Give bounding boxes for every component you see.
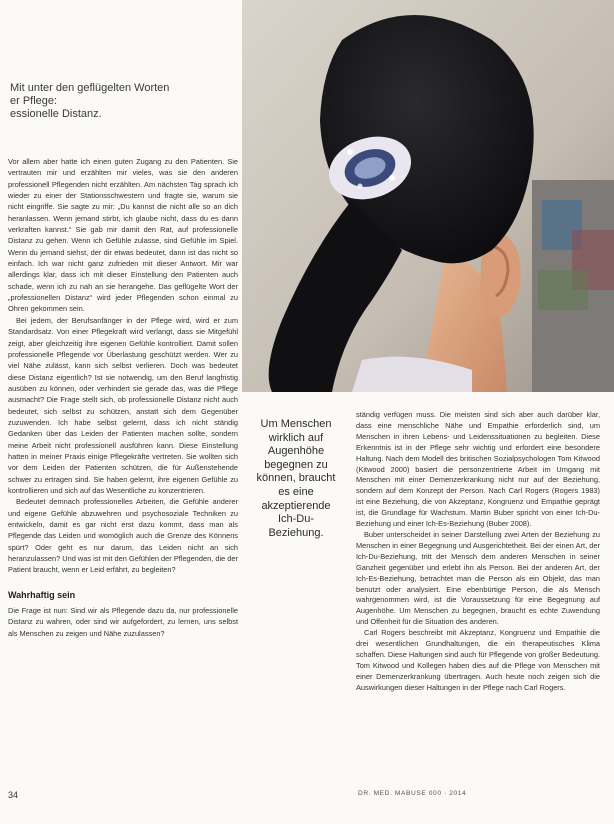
- intro-line: Mit unter den geflügelten Worten: [10, 82, 170, 94]
- section-subheading: Wahrhaftig sein: [8, 589, 76, 600]
- pull-quote-line: Ich-Du-: [277, 513, 315, 526]
- pull-quote-line: akzeptierende: [261, 499, 331, 512]
- pull-quote-line: Um Menschen: [260, 418, 332, 430]
- article-right-column: [356, 410, 600, 694]
- pull-quote-line: begegnen zu: [264, 458, 328, 471]
- intro-line: essionelle Distanz.: [10, 108, 102, 120]
- intro-heading: [10, 82, 230, 121]
- article-left-column: [8, 156, 238, 639]
- pull-quote-line: können, braucht: [256, 472, 336, 485]
- page-number: 34: [8, 790, 19, 800]
- pull-quote-line: es eine: [278, 485, 314, 498]
- article-paragraph: Vor allem aber hatte ich einen guten Zugang zu den Patienten. Sie vertrauten mir und erzählten mir vieles, was sie den anderen professionell Pflegenden nicht erzählten. Am nächsten Tag sprach ich wieder zu einer der Stationsschwestern und fragte sie, warum sie nicht eingriffe. Sie sagte zu mir: „Du kannst die nicht alle so an dich heranlassen. Wenn jemand stirbt, ich glaube nicht, dass du es dann verkraften kannst.“ Sie gab mir damit den Rat, auf professionelle Distanz zu gehen. Wenn ich Gefühle zulasse, sind Gefühle im Spiel. Wenn du jemand siehst, der dir etwas bedeutet, dann ist das nicht so einfach. Ich war nicht ganz zufrieden mit dieser Antwort. Mir war allerdings klar, dass ich mit dieser Einstellung den Patienten auch schade, wenn ich zu nah an sie herangehe. Das geflügelte Wort der „professionellen Distanz“ wird jeder Pflegenden schon einmal zu Ohren gekommen sein.: [8, 157, 238, 314]
- article-paragraph: Carl Rogers beschreibt mit Akzeptanz, Kongruenz und Empathie die drei wesentlichen Grundhaltungen, die ein therapeutisches Klima schaffen. Diese Haltungen sind auch für Pflegende von großer Bedeutung. Tom Kitwood und Kollegen haben dies auf die Pflege von Menschen mit einer Demenzerkrankung übertragen. Auch heute noch zeigen sich die Auswirkungen dieser Haltungen in der Pflege nach Carl Rogers.: [356, 628, 600, 692]
- pull-quote-line: Beziehung.: [268, 526, 324, 539]
- article-paragraph: Buber unterscheidet in seiner Darstellung zwei Arten der Beziehung zu Menschen in einer Begegnung und Ausgerichtetheit. Bei der einen Art, der Ich-Du-Beziehung, tritt der Mensch dem anderen Menschen in seiner Ganzheit gegenüber und erlebt ihn als Person. Bei der anderen Art, der Ich-Es-Beziehung, betrachtet man die Person als ein Objekt, das man benutzt oder analysiert. Eine ebenbürtige Person, die als Mensch wahrgenommen wird, ist die Voraussetzung für eine Begegnung auf Augenhöhe. Um Menschen zu begegnen, braucht es echte Zuwendung und Offenheit für die Situation des anderen.: [356, 529, 600, 627]
- pull-quote-line: Augenhöhe: [267, 445, 325, 458]
- magazine-footer: DR. MED. MABUSE 000 · 2014: [358, 790, 467, 797]
- article-paragraph: ständig verfügen muss. Die meisten sind sich aber auch darüber klar, dass eine menschliche Nähe und Empathie erforderlich sind, um Menschen in ihren Lebens- und Leidenssituationen zu begleiten. Diese Erkenntnis ist in der Pflege sehr wichtig und erfordert eine besondere Haltung. Nach dem Modell des britischen Sozialpsychologen Tom Kitwood (Kitwood 2000) basiert die personzentrierte Arbeit im Umgang mit Menschen mit einer Demenzerkrankung nicht nur auf der Beziehung, sondern auf dem Konzept der Person. Nach Carl Rogers (Rogers 1983) ist eine Beziehung, die von Akzeptanz, Kongruenz und Empathie geprägt ist, die Grundlage für Wachstum. Martin Buber spricht von einer Ich-Du-Beziehung und einer Ich-Es-Beziehung (Buber 2008).: [356, 410, 600, 529]
- article-paragraph: Die Frage ist nun: Sind wir als Pflegende dazu da, nur professionelle Distanz zu wahren, oder sind wir aufgefordert, zu lernen, uns selbst als Menschen zu zeigen und Nähe zuzulassen?: [8, 606, 238, 638]
- article-paragraph: Bedeutet demnach professionelles Arbeiten, die Gefühle anderer und eigene Gefühle abzuwehren und psychosoziale Techniken zu entwickeln, damit es gar nicht erst dazu kommt, dass man als Pflegende das Leiden und womöglich auch die Grenze des Könnens spürt? Oder geht es nur darum, das Leiden nicht an sich heranzulassen? Und was ist mit den Gefühlen der Pflegenden, die der Patient braucht, wenn er Leid erfährt, zu begleiten?: [8, 497, 238, 575]
- pull-quote-line: wirklich auf: [268, 431, 324, 444]
- pull-quote: [248, 418, 344, 540]
- article-paragraph: Bei jedem, der Berufsanfänger in der Pflege wird, wird er zum Standardsatz. Von einer Pflegekraft wird verlangt, dass sie Mitgefühl zeigt, aber gleichzeitig ihre eigenen Gefühle kontrolliert. Damit sollen professionelle Pflegende vor Überlastung geschützt werden. Wer zu viel Nähe zulässt, kann sich selbst verlieren. Doch was bedeutet diese Distanz eigentlich? Ist sie notwendig, um den Beruf langfristig ausüben zu können, oder verhindert sie gerade das, was die Pflege ausmacht? Die Frage stellt sich, ob professionelle Distanz nicht auch bedeutet, sich selbst zu schützen, anstatt sich dem Gegenüber zuzuwenden. Ich habe selbst gelernt, dass ich nicht ständig Gedanken über das Leiden der Patienten machen sollte, sondern meine Arbeit nicht professionell ausführen kann. Diese Einstellung hatten in meiner Praxis einige Pflegekräfte vertreten. Sie wollten sich vor dem Leiden der Patienten schützen, die für Außenstehende schwer zu ertragen sind. Sie haben gelernt, ihre eigenen Gefühle zu kontrollieren und sich auf das Wesentliche zu konzentrieren.: [8, 315, 238, 495]
- photo-illustration: [242, 0, 614, 392]
- intro-line: er Pflege:: [10, 95, 58, 107]
- photo-woman-ponytail: [242, 0, 614, 392]
